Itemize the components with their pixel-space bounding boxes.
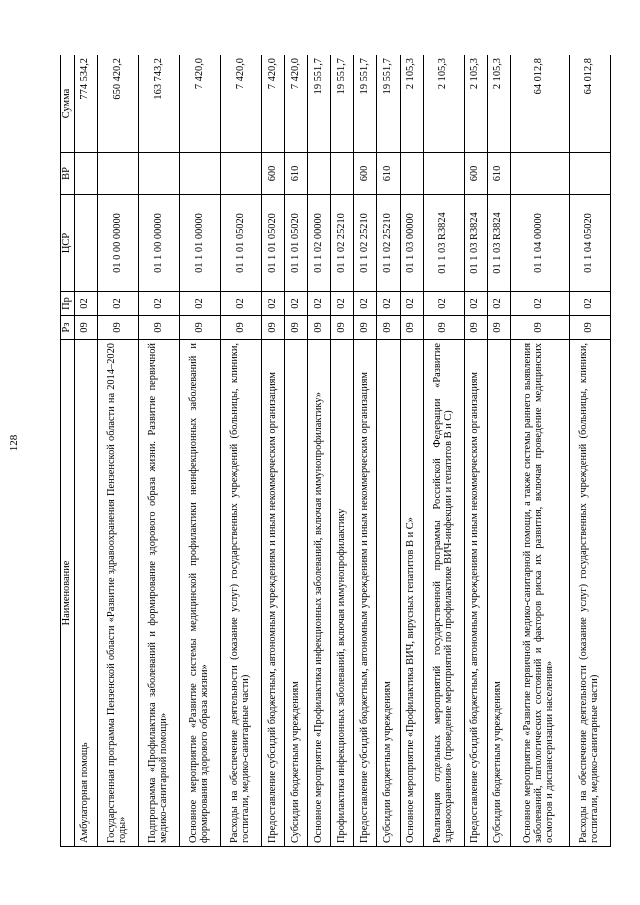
rotated-table-frame (60, 55, 611, 847)
header-pr: Пр (61, 292, 75, 316)
cell-vr (97, 153, 138, 195)
table-row (354, 55, 377, 847)
cell-name: Основное мероприятие «Профилактика инфекционных заболеваний, включая иммунопрофилактику» (308, 340, 331, 847)
table-row (487, 55, 510, 847)
header-csr: ЦСР (61, 195, 75, 292)
cell-name: Основное мероприятие «Развитие системы медицинской профилактики неинфекционных заболеваний и формирования здорового образа жизни» (180, 340, 221, 847)
cell-sum: 19 551,7 (354, 55, 377, 153)
cell-csr: 01 1 03 R3824 (423, 195, 464, 292)
cell-sum: 650 420,2 (97, 55, 138, 153)
cell-sum: 163 743,2 (139, 55, 180, 153)
cell-csr: 01 1 01 05020 (221, 195, 262, 292)
cell-csr: 01 1 04 05020 (569, 195, 610, 292)
cell-sum: 64 012,8 (569, 55, 610, 153)
cell-rz: 09 (331, 316, 354, 340)
cell-pr: 02 (331, 292, 354, 316)
table-row (97, 55, 138, 847)
table-row (285, 55, 308, 847)
cell-pr: 02 (139, 292, 180, 316)
table-row (74, 55, 97, 847)
cell-csr: 01 1 03 R3824 (464, 195, 487, 292)
cell-sum: 19 551,7 (331, 55, 354, 153)
cell-name: Основное мероприятие «Профилактика ВИЧ, вирусных гепатитов В и С» (400, 340, 423, 847)
cell-name: Субсидии бюджетным учреждениям (285, 340, 308, 847)
cell-rz: 09 (510, 316, 569, 340)
table-row (308, 55, 331, 847)
table-row (464, 55, 487, 847)
cell-pr: 02 (308, 292, 331, 316)
table-row (139, 55, 180, 847)
cell-vr (423, 153, 464, 195)
cell-pr: 02 (285, 292, 308, 316)
cell-name: Государственная программа Пензенской области «Развитие здравоохранения Пензенской области на 2014–2020 годы» (97, 340, 138, 847)
cell-name: Профилактика инфекционных заболеваний, включая иммунопрофилактику (331, 340, 354, 847)
cell-rz: 09 (464, 316, 487, 340)
header-sum: Сумма (61, 55, 75, 153)
cell-csr: 01 1 01 05020 (285, 195, 308, 292)
cell-name: Амбулаторная помощь (74, 340, 97, 847)
cell-vr: 600 (354, 153, 377, 195)
cell-rz: 09 (569, 316, 610, 340)
cell-rz: 09 (262, 316, 285, 340)
cell-csr: 01 1 02 25210 (377, 195, 400, 292)
cell-rz: 09 (180, 316, 221, 340)
cell-rz: 09 (139, 316, 180, 340)
cell-pr: 02 (487, 292, 510, 316)
cell-csr: 01 1 02 00000 (308, 195, 331, 292)
cell-name: Предоставление субсидий бюджетным, автономным учреждениям и иным некоммерческим организациям (354, 340, 377, 847)
cell-vr (400, 153, 423, 195)
cell-pr: 02 (464, 292, 487, 316)
cell-name: Подпрограмма «Профилактика заболеваний и формирование здорового образа жизни. Развитие первичной медико-санитарной помощи» (139, 340, 180, 847)
cell-sum: 7 420,0 (180, 55, 221, 153)
cell-name: Расходы на обеспечение деятельности (оказание услуг) государственных учреждений (больницы, клиники, госпитали, медико-санитарные части) (221, 340, 262, 847)
table-row (262, 55, 285, 847)
table-row (331, 55, 354, 847)
header-row (61, 55, 75, 847)
cell-pr: 02 (569, 292, 610, 316)
cell-csr (74, 195, 97, 292)
table-header (61, 55, 75, 847)
cell-pr: 02 (377, 292, 400, 316)
header-rz: Рз (61, 316, 75, 340)
cell-rz: 09 (308, 316, 331, 340)
cell-rz: 09 (423, 316, 464, 340)
cell-csr: 01 1 00 00000 (139, 195, 180, 292)
cell-name: Субсидии бюджетным учреждениям (377, 340, 400, 847)
cell-name: Основное мероприятие «Развитие первичной медико-санитарной помощи, а также системы раннего выявления заболеваний, патологических состояний и факторов риска их развития, включая проведение медицинских осмотров и диспансеризации населения» (510, 340, 569, 847)
cell-sum: 2 105,3 (464, 55, 487, 153)
cell-sum: 19 551,7 (308, 55, 331, 153)
header-name: Наименование (61, 340, 75, 847)
cell-rz: 09 (285, 316, 308, 340)
cell-vr (308, 153, 331, 195)
table-row (377, 55, 400, 847)
cell-vr (569, 153, 610, 195)
budget-table-container (60, 55, 611, 847)
cell-csr: 01 1 03 00000 (400, 195, 423, 292)
table-row (569, 55, 610, 847)
cell-name: Предоставление субсидий бюджетным, автономным учреждениям и иным некоммерческим организациям (464, 340, 487, 847)
table-body (74, 55, 610, 847)
cell-csr: 01 1 02 25210 (354, 195, 377, 292)
cell-vr: 600 (464, 153, 487, 195)
cell-sum: 19 551,7 (377, 55, 400, 153)
cell-vr: 610 (285, 153, 308, 195)
cell-vr (139, 153, 180, 195)
cell-sum: 774 534,2 (74, 55, 97, 153)
cell-rz: 09 (354, 316, 377, 340)
cell-vr (221, 153, 262, 195)
cell-csr: 01 1 03 R3824 (487, 195, 510, 292)
cell-name: Расходы на обеспечение деятельности (оказание услуг) государственных учреждений (больницы, клиники, госпитали, медико-санитарные части) (569, 340, 610, 847)
cell-pr: 02 (221, 292, 262, 316)
header-vr: ВР (61, 153, 75, 195)
cell-vr: 610 (487, 153, 510, 195)
table-row (423, 55, 464, 847)
cell-pr: 02 (400, 292, 423, 316)
cell-pr: 02 (262, 292, 285, 316)
cell-pr: 02 (97, 292, 138, 316)
table-row (400, 55, 423, 847)
cell-pr: 02 (180, 292, 221, 316)
cell-csr: 01 1 04 00000 (510, 195, 569, 292)
cell-pr: 02 (354, 292, 377, 316)
cell-rz: 09 (400, 316, 423, 340)
page-number: 128 (8, 434, 20, 452)
cell-csr: 01 0 00 00000 (97, 195, 138, 292)
cell-pr: 02 (423, 292, 464, 316)
cell-sum: 2 105,3 (400, 55, 423, 153)
cell-vr: 600 (262, 153, 285, 195)
cell-sum: 7 420,0 (262, 55, 285, 153)
cell-pr: 02 (510, 292, 569, 316)
cell-csr: 01 1 01 00000 (180, 195, 221, 292)
cell-sum: 7 420,0 (285, 55, 308, 153)
table-row (510, 55, 569, 847)
cell-sum: 2 105,3 (423, 55, 464, 153)
cell-name: Субсидии бюджетным учреждениям (487, 340, 510, 847)
cell-rz: 09 (377, 316, 400, 340)
budget-table (60, 55, 611, 847)
cell-vr (331, 153, 354, 195)
cell-sum: 2 105,3 (487, 55, 510, 153)
table-row (180, 55, 221, 847)
cell-csr: 01 1 01 05020 (262, 195, 285, 292)
cell-sum: 7 420,0 (221, 55, 262, 153)
cell-rz: 09 (487, 316, 510, 340)
cell-csr: 01 1 02 25210 (331, 195, 354, 292)
cell-vr: 610 (377, 153, 400, 195)
cell-rz: 09 (221, 316, 262, 340)
cell-rz: 09 (97, 316, 138, 340)
cell-vr (74, 153, 97, 195)
cell-name: Реализация отдельных мероприятий государственной программы Российской Федерации «Развитие здравоохранения» (проведение мероприятий по профилактике ВИЧ-инфекции и гепатитов В и С) (423, 340, 464, 847)
table-row (221, 55, 262, 847)
cell-pr: 02 (74, 292, 97, 316)
cell-vr (510, 153, 569, 195)
cell-name: Предоставление субсидий бюджетным, автономным учреждениям и иным некоммерческим организациям (262, 340, 285, 847)
cell-vr (180, 153, 221, 195)
cell-sum: 64 012,8 (510, 55, 569, 153)
cell-rz: 09 (74, 316, 97, 340)
